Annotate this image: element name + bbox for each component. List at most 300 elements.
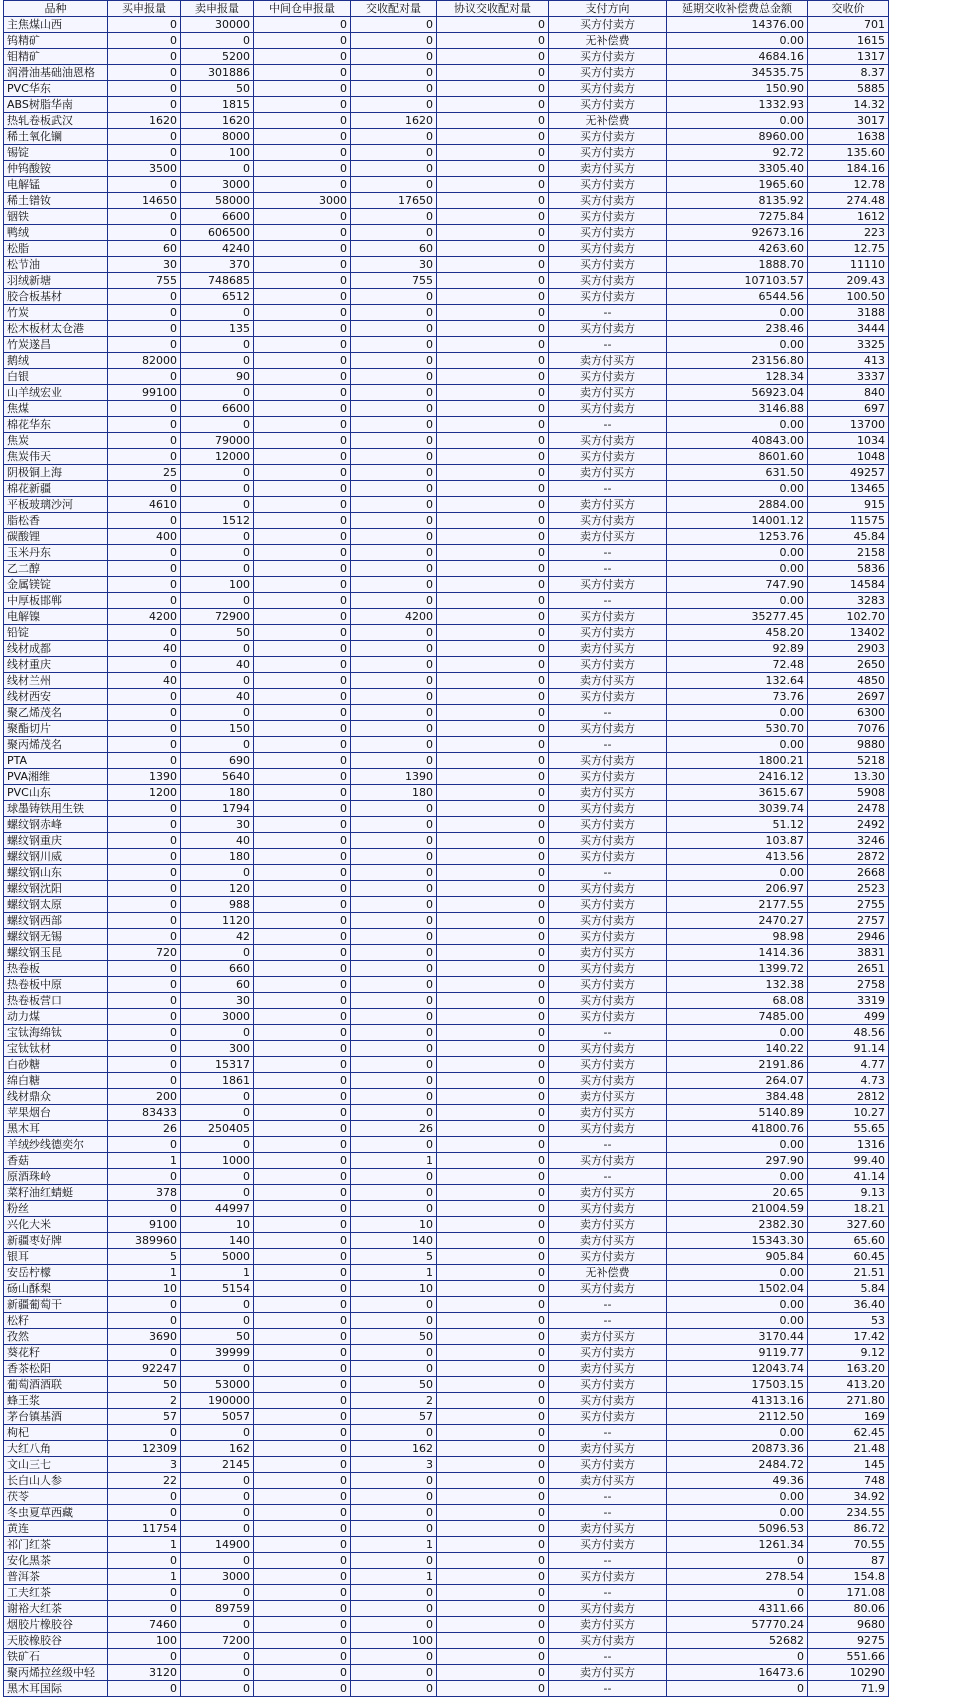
intermediate-volume-cell: 0 <box>254 1489 351 1505</box>
table-row <box>4 145 889 161</box>
table-row <box>4 1569 889 1585</box>
matched-volume-cell: 1 <box>351 1569 437 1585</box>
variety-cell: PVC山东 <box>4 785 108 801</box>
variety-cell: 山羊绒宏业 <box>4 385 108 401</box>
table-row <box>4 1601 889 1617</box>
agreement-matched-cell: 0 <box>437 1617 549 1633</box>
agreement-matched-cell: 0 <box>437 193 549 209</box>
sell-volume-cell: 53000 <box>181 1377 254 1393</box>
buy-volume-cell: 92247 <box>108 1361 181 1377</box>
agreement-matched-cell: 0 <box>437 1201 549 1217</box>
intermediate-volume-cell: 0 <box>254 1217 351 1233</box>
compensation-amount-cell: 0.00 <box>667 337 808 353</box>
agreement-matched-cell: 0 <box>437 1393 549 1409</box>
compensation-amount-cell: 2416.12 <box>667 769 808 785</box>
variety-cell: 动力煤 <box>4 1009 108 1025</box>
matched-volume-cell: 0 <box>351 753 437 769</box>
compensation-amount-cell: 150.90 <box>667 81 808 97</box>
settlement-price-cell: 5836 <box>808 561 889 577</box>
intermediate-volume-cell: 0 <box>254 721 351 737</box>
settlement-price-cell: 169 <box>808 1409 889 1425</box>
sell-volume-cell: 4240 <box>181 241 254 257</box>
intermediate-volume-cell: 0 <box>254 897 351 913</box>
matched-volume-cell: 0 <box>351 673 437 689</box>
agreement-matched-cell: 0 <box>437 49 549 65</box>
compensation-amount-cell: 0.00 <box>667 1505 808 1521</box>
intermediate-volume-cell: 0 <box>254 273 351 289</box>
compensation-amount-cell: 1414.36 <box>667 945 808 961</box>
matched-volume-cell: 0 <box>351 593 437 609</box>
matched-volume-cell: 0 <box>351 1601 437 1617</box>
compensation-amount-cell: 92.89 <box>667 641 808 657</box>
payment-direction-cell: 买方付卖方 <box>549 321 667 337</box>
intermediate-volume-cell: 0 <box>254 1105 351 1121</box>
table-header-row <box>4 1 889 17</box>
buy-volume-cell: 0 <box>108 1137 181 1153</box>
payment-direction-cell: 买方付卖方 <box>549 193 667 209</box>
agreement-matched-cell: 0 <box>437 737 549 753</box>
intermediate-volume-cell: 0 <box>254 161 351 177</box>
table-row <box>4 465 889 481</box>
intermediate-volume-cell: 0 <box>254 1393 351 1409</box>
agreement-matched-cell: 0 <box>437 1489 549 1505</box>
buy-volume-cell: 0 <box>108 145 181 161</box>
agreement-matched-cell: 0 <box>437 321 549 337</box>
agreement-matched-cell: 0 <box>437 513 549 529</box>
variety-cell: 松脂 <box>4 241 108 257</box>
settlement-price-cell: 17.42 <box>808 1329 889 1345</box>
variety-cell: 羽绒新塘 <box>4 273 108 289</box>
payment-direction-cell: 买方付卖方 <box>549 369 667 385</box>
buy-volume-cell: 2 <box>108 1393 181 1409</box>
table-row <box>4 1281 889 1297</box>
payment-direction-cell: 买方付卖方 <box>549 993 667 1009</box>
settlement-price-cell: 271.80 <box>808 1393 889 1409</box>
compensation-amount-cell: 278.54 <box>667 1569 808 1585</box>
agreement-matched-cell: 0 <box>437 913 549 929</box>
settlement-price-cell: 209.43 <box>808 273 889 289</box>
intermediate-volume-cell: 0 <box>254 65 351 81</box>
table-row <box>4 785 889 801</box>
sell-volume-cell: 0 <box>181 1553 254 1569</box>
buy-volume-cell: 0 <box>108 657 181 673</box>
intermediate-volume-cell: 0 <box>254 385 351 401</box>
payment-direction-cell: 买方付卖方 <box>549 513 667 529</box>
matched-volume-cell: 0 <box>351 913 437 929</box>
matched-volume-cell: 0 <box>351 97 437 113</box>
agreement-matched-cell: 0 <box>437 113 549 129</box>
variety-cell: 胶合板基材 <box>4 289 108 305</box>
table-row <box>4 1457 889 1473</box>
settlement-price-cell: 65.60 <box>808 1233 889 1249</box>
matched-volume-cell: 0 <box>351 1473 437 1489</box>
intermediate-volume-cell: 0 <box>254 1169 351 1185</box>
sell-volume-cell: 10 <box>181 1217 254 1233</box>
table-row <box>4 177 889 193</box>
intermediate-volume-cell: 0 <box>254 497 351 513</box>
sell-volume-cell: 180 <box>181 849 254 865</box>
compensation-amount-cell: 8135.92 <box>667 193 808 209</box>
buy-volume-cell: 0 <box>108 1489 181 1505</box>
matched-volume-cell: 50 <box>351 1377 437 1393</box>
payment-direction-cell: 无补偿费 <box>549 1265 667 1281</box>
intermediate-volume-cell: 0 <box>254 1073 351 1089</box>
table-row <box>4 1361 889 1377</box>
table-row <box>4 225 889 241</box>
sell-volume-cell: 0 <box>181 1473 254 1489</box>
agreement-matched-cell: 0 <box>437 865 549 881</box>
intermediate-volume-cell: 0 <box>254 257 351 273</box>
sell-volume-cell: 0 <box>181 1649 254 1665</box>
table-row <box>4 241 889 257</box>
buy-volume-cell: 0 <box>108 1345 181 1361</box>
variety-cell: 棉花华东 <box>4 417 108 433</box>
settlement-price-cell: 1034 <box>808 433 889 449</box>
matched-volume-cell: 5 <box>351 1249 437 1265</box>
buy-volume-cell: 0 <box>108 881 181 897</box>
matched-volume-cell: 1390 <box>351 769 437 785</box>
payment-direction-cell: 买方付卖方 <box>549 721 667 737</box>
variety-cell: 竹炭 <box>4 305 108 321</box>
agreement-matched-cell: 0 <box>437 977 549 993</box>
intermediate-volume-cell: 0 <box>254 1569 351 1585</box>
variety-cell: 苹果烟台 <box>4 1105 108 1121</box>
buy-volume-cell: 0 <box>108 1681 181 1697</box>
settlement-price-cell: 1638 <box>808 129 889 145</box>
table-row <box>4 929 889 945</box>
variety-cell: 茯苓 <box>4 1489 108 1505</box>
sell-volume-cell: 1794 <box>181 801 254 817</box>
buy-volume-cell: 0 <box>108 833 181 849</box>
compensation-amount-cell: 140.22 <box>667 1041 808 1057</box>
compensation-amount-cell: 92673.16 <box>667 225 808 241</box>
variety-cell: 黑木耳 <box>4 1121 108 1137</box>
intermediate-volume-cell: 0 <box>254 241 351 257</box>
payment-direction-cell: -- <box>549 481 667 497</box>
matched-volume-cell: 100 <box>351 1633 437 1649</box>
table-row <box>4 705 889 721</box>
payment-direction-cell: 买方付卖方 <box>549 433 667 449</box>
payment-direction-cell: 买方付卖方 <box>549 977 667 993</box>
payment-direction-cell: 买方付卖方 <box>549 1601 667 1617</box>
buy-volume-cell: 0 <box>108 897 181 913</box>
payment-direction-cell: 买方付卖方 <box>549 257 667 273</box>
intermediate-volume-cell: 0 <box>254 1377 351 1393</box>
variety-cell: PTA <box>4 753 108 769</box>
sell-volume-cell: 3000 <box>181 1569 254 1585</box>
table-row <box>4 1105 889 1121</box>
intermediate-volume-cell: 0 <box>254 465 351 481</box>
table-row <box>4 385 889 401</box>
matched-volume-cell: 0 <box>351 1089 437 1105</box>
table-row <box>4 1489 889 1505</box>
intermediate-volume-cell: 0 <box>254 1137 351 1153</box>
table-row <box>4 961 889 977</box>
intermediate-volume-cell: 0 <box>254 177 351 193</box>
buy-volume-cell: 0 <box>108 593 181 609</box>
intermediate-volume-cell: 0 <box>254 81 351 97</box>
settlement-price-cell: 2757 <box>808 913 889 929</box>
compensation-amount-cell: 2484.72 <box>667 1457 808 1473</box>
matched-volume-cell: 0 <box>351 561 437 577</box>
compensation-amount-cell: 52682 <box>667 1633 808 1649</box>
table-row <box>4 1009 889 1025</box>
settlement-price-cell: 171.08 <box>808 1585 889 1601</box>
matched-volume-cell: 57 <box>351 1409 437 1425</box>
matched-volume-cell: 0 <box>351 625 437 641</box>
payment-direction-cell: -- <box>549 417 667 433</box>
settlement-price-cell: 223 <box>808 225 889 241</box>
matched-volume-cell: 0 <box>351 1137 437 1153</box>
intermediate-volume-cell: 0 <box>254 1041 351 1057</box>
table-row <box>4 801 889 817</box>
payment-direction-cell: 买方付卖方 <box>549 1121 667 1137</box>
matched-volume-cell: 0 <box>351 945 437 961</box>
buy-volume-cell: 0 <box>108 369 181 385</box>
settlement-price-cell: 2758 <box>808 977 889 993</box>
sell-volume-cell: 100 <box>181 577 254 593</box>
compensation-amount-cell: 2112.50 <box>667 1409 808 1425</box>
buy-volume-cell: 0 <box>108 561 181 577</box>
payment-direction-cell: 买方付卖方 <box>549 289 667 305</box>
matched-volume-cell: 0 <box>351 49 437 65</box>
payment-direction-cell: 买方付卖方 <box>549 241 667 257</box>
compensation-amount-cell: 14376.00 <box>667 17 808 33</box>
buy-volume-cell: 755 <box>108 273 181 289</box>
agreement-matched-cell: 0 <box>437 401 549 417</box>
matched-volume-cell: 0 <box>351 1505 437 1521</box>
compensation-amount-cell: 132.38 <box>667 977 808 993</box>
intermediate-volume-cell: 0 <box>254 17 351 33</box>
matched-volume-cell: 0 <box>351 993 437 1009</box>
variety-cell: 长白山人参 <box>4 1473 108 1489</box>
buy-volume-cell: 0 <box>108 849 181 865</box>
table-row <box>4 689 889 705</box>
table-row <box>4 1329 889 1345</box>
sell-volume-cell: 89759 <box>181 1601 254 1617</box>
buy-volume-cell: 200 <box>108 1089 181 1105</box>
buy-volume-cell: 0 <box>108 337 181 353</box>
header-buy-volume: 买申报量 <box>108 1 181 17</box>
matched-volume-cell: 0 <box>351 1345 437 1361</box>
intermediate-volume-cell: 0 <box>254 49 351 65</box>
sell-volume-cell: 72900 <box>181 609 254 625</box>
matched-volume-cell: 0 <box>351 209 437 225</box>
settlement-price-cell: 41.14 <box>808 1169 889 1185</box>
agreement-matched-cell: 0 <box>437 289 549 305</box>
intermediate-volume-cell: 0 <box>254 1025 351 1041</box>
settlement-price-cell: 70.55 <box>808 1537 889 1553</box>
agreement-matched-cell: 0 <box>437 1649 549 1665</box>
variety-cell: 葡萄酒酒联 <box>4 1377 108 1393</box>
variety-cell: 焦煤 <box>4 401 108 417</box>
payment-direction-cell: 买方付卖方 <box>549 81 667 97</box>
payment-direction-cell: 买方付卖方 <box>549 177 667 193</box>
compensation-amount-cell: 103.87 <box>667 833 808 849</box>
matched-volume-cell: 0 <box>351 849 437 865</box>
buy-volume-cell: 0 <box>108 81 181 97</box>
intermediate-volume-cell: 0 <box>254 209 351 225</box>
table-row <box>4 993 889 1009</box>
settlement-price-cell: 413.20 <box>808 1377 889 1393</box>
intermediate-volume-cell: 0 <box>254 561 351 577</box>
agreement-matched-cell: 0 <box>437 17 549 33</box>
matched-volume-cell: 0 <box>351 817 437 833</box>
compensation-amount-cell: 6544.56 <box>667 289 808 305</box>
payment-direction-cell: -- <box>549 1137 667 1153</box>
payment-direction-cell: 买方付卖方 <box>549 1041 667 1057</box>
sell-volume-cell: 301886 <box>181 65 254 81</box>
payment-direction-cell: -- <box>549 1585 667 1601</box>
settlement-price-cell: 13700 <box>808 417 889 433</box>
agreement-matched-cell: 0 <box>437 1041 549 1057</box>
intermediate-volume-cell: 0 <box>254 1441 351 1457</box>
intermediate-volume-cell: 3000 <box>254 193 351 209</box>
intermediate-volume-cell: 0 <box>254 1281 351 1297</box>
variety-cell: 葵花籽 <box>4 1345 108 1361</box>
compensation-amount-cell: 1253.76 <box>667 529 808 545</box>
header-agreement-matched-volume: 协议交收配对量 <box>437 1 549 17</box>
agreement-matched-cell: 0 <box>437 1329 549 1345</box>
payment-direction-cell: 买方付卖方 <box>549 65 667 81</box>
compensation-amount-cell: 5096.53 <box>667 1521 808 1537</box>
variety-cell: 阴极铜上海 <box>4 465 108 481</box>
settlement-price-cell: 840 <box>808 385 889 401</box>
intermediate-volume-cell: 0 <box>254 1057 351 1073</box>
matched-volume-cell: 0 <box>351 369 437 385</box>
sell-volume-cell: 79000 <box>181 433 254 449</box>
table-row <box>4 1649 889 1665</box>
sell-volume-cell: 3000 <box>181 1009 254 1025</box>
table-row <box>4 33 889 49</box>
buy-volume-cell: 0 <box>108 513 181 529</box>
sell-volume-cell: 0 <box>181 1425 254 1441</box>
table-row <box>4 625 889 641</box>
agreement-matched-cell: 0 <box>437 33 549 49</box>
settlement-price-cell: 2946 <box>808 929 889 945</box>
variety-cell: 银耳 <box>4 1249 108 1265</box>
buy-volume-cell: 0 <box>108 65 181 81</box>
intermediate-volume-cell: 0 <box>254 337 351 353</box>
payment-direction-cell: 买方付卖方 <box>549 577 667 593</box>
compensation-amount-cell: 21004.59 <box>667 1201 808 1217</box>
compensation-amount-cell: 0.00 <box>667 417 808 433</box>
settlement-price-cell: 3831 <box>808 945 889 961</box>
buy-volume-cell: 0 <box>108 1009 181 1025</box>
agreement-matched-cell: 0 <box>437 753 549 769</box>
intermediate-volume-cell: 0 <box>254 929 351 945</box>
payment-direction-cell: -- <box>549 1297 667 1313</box>
payment-direction-cell: 卖方付买方 <box>549 1089 667 1105</box>
variety-cell: 兴化大米 <box>4 1217 108 1233</box>
intermediate-volume-cell: 0 <box>254 993 351 1009</box>
settlement-price-cell: 274.48 <box>808 193 889 209</box>
table-row <box>4 945 889 961</box>
matched-volume-cell: 0 <box>351 1105 437 1121</box>
table-row <box>4 849 889 865</box>
table-row <box>4 497 889 513</box>
agreement-matched-cell: 0 <box>437 1473 549 1489</box>
buy-volume-cell: 0 <box>108 577 181 593</box>
table-row <box>4 865 889 881</box>
compensation-amount-cell: 1888.70 <box>667 257 808 273</box>
sell-volume-cell: 39999 <box>181 1345 254 1361</box>
buy-volume-cell: 4200 <box>108 609 181 625</box>
intermediate-volume-cell: 0 <box>254 625 351 641</box>
payment-direction-cell: -- <box>549 705 667 721</box>
buy-volume-cell: 0 <box>108 225 181 241</box>
buy-volume-cell: 22 <box>108 1473 181 1489</box>
variety-cell: 香菇 <box>4 1153 108 1169</box>
table-row <box>4 433 889 449</box>
table-row <box>4 529 889 545</box>
intermediate-volume-cell: 0 <box>254 1505 351 1521</box>
sell-volume-cell: 1120 <box>181 913 254 929</box>
matched-volume-cell: 180 <box>351 785 437 801</box>
intermediate-volume-cell: 0 <box>254 1425 351 1441</box>
settlement-price-cell: 9.12 <box>808 1345 889 1361</box>
sell-volume-cell: 135 <box>181 321 254 337</box>
sell-volume-cell: 5640 <box>181 769 254 785</box>
intermediate-volume-cell: 0 <box>254 705 351 721</box>
settlement-price-cell: 10290 <box>808 1665 889 1681</box>
sell-volume-cell: 0 <box>181 1297 254 1313</box>
payment-direction-cell: -- <box>549 593 667 609</box>
table-row <box>4 97 889 113</box>
settlement-price-cell: 3188 <box>808 305 889 321</box>
payment-direction-cell: -- <box>549 545 667 561</box>
payment-direction-cell: 卖方付买方 <box>549 1217 667 1233</box>
variety-cell: 砀山酥梨 <box>4 1281 108 1297</box>
compensation-amount-cell: 23156.80 <box>667 353 808 369</box>
matched-volume-cell: 0 <box>351 1361 437 1377</box>
agreement-matched-cell: 0 <box>437 337 549 353</box>
variety-cell: 香茶松阳 <box>4 1361 108 1377</box>
matched-volume-cell: 0 <box>351 1665 437 1681</box>
sell-volume-cell: 50 <box>181 81 254 97</box>
matched-volume-cell: 0 <box>351 657 437 673</box>
sell-volume-cell: 6512 <box>181 289 254 305</box>
settlement-price-cell: 184.16 <box>808 161 889 177</box>
variety-cell: 大红八角 <box>4 1441 108 1457</box>
payment-direction-cell: 卖方付买方 <box>549 385 667 401</box>
intermediate-volume-cell: 0 <box>254 289 351 305</box>
table-row <box>4 545 889 561</box>
buy-volume-cell: 5 <box>108 1249 181 1265</box>
compensation-amount-cell: 7275.84 <box>667 209 808 225</box>
compensation-amount-cell: 747.90 <box>667 577 808 593</box>
settlement-price-cell: 14.32 <box>808 97 889 113</box>
settlement-price-cell: 45.84 <box>808 529 889 545</box>
compensation-amount-cell: 0.00 <box>667 1265 808 1281</box>
agreement-matched-cell: 0 <box>437 1601 549 1617</box>
sell-volume-cell: 0 <box>181 545 254 561</box>
buy-volume-cell: 0 <box>108 817 181 833</box>
compensation-amount-cell: 57770.24 <box>667 1617 808 1633</box>
intermediate-volume-cell: 0 <box>254 1361 351 1377</box>
payment-direction-cell: 买方付卖方 <box>549 225 667 241</box>
sell-volume-cell: 15317 <box>181 1057 254 1073</box>
sell-volume-cell: 0 <box>181 1089 254 1105</box>
buy-volume-cell: 0 <box>108 449 181 465</box>
variety-cell: 主焦煤山西 <box>4 17 108 33</box>
table-row <box>4 401 889 417</box>
header-matched-volume: 交收配对量 <box>351 1 437 17</box>
sell-volume-cell: 190000 <box>181 1393 254 1409</box>
buy-volume-cell: 14650 <box>108 193 181 209</box>
payment-direction-cell: 卖方付买方 <box>549 641 667 657</box>
buy-volume-cell: 0 <box>108 305 181 321</box>
